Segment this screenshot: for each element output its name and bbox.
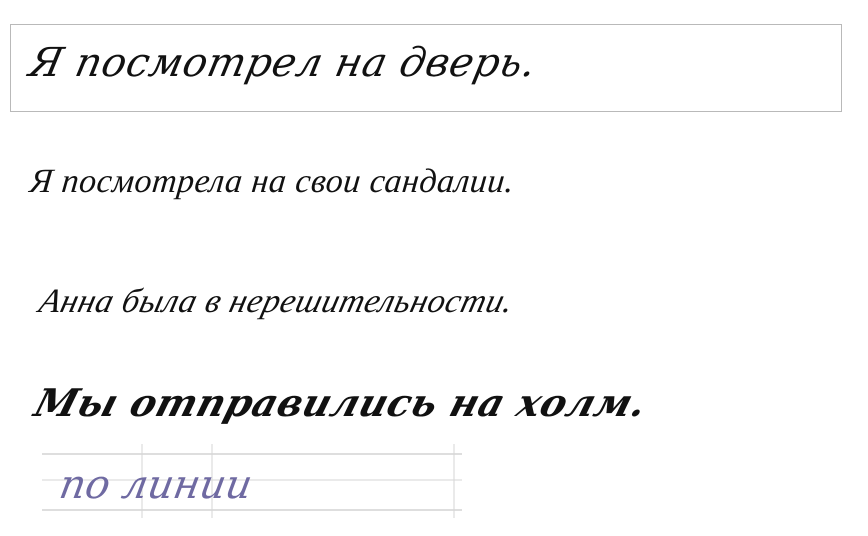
handwritten-line-3: Анна была в нерешительности. <box>35 283 518 320</box>
handwritten-line-1: Я посмотрел на дверь. <box>25 40 541 86</box>
handwritten-line-4: Мы отправились на холм. <box>29 380 653 425</box>
handwritten-line-2: Я посмотрела на свои сандалии. <box>28 163 517 200</box>
handwritten-line-5: по линии <box>55 462 256 508</box>
